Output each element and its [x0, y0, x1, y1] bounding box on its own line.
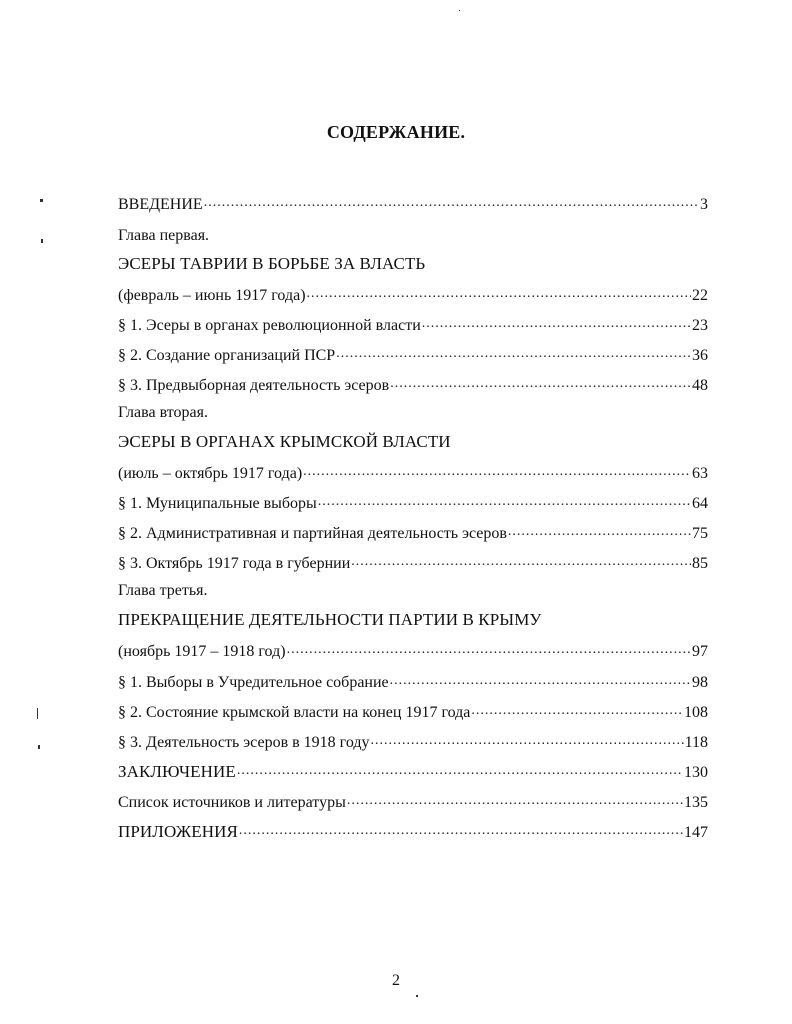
toc-entry	[118, 552, 708, 574]
dot-leader	[390, 374, 691, 390]
scan-speck	[459, 10, 460, 11]
toc-entry-label: Список источников и литературы	[118, 794, 346, 811]
toc-entry-label: Глава вторая.	[118, 404, 208, 421]
toc-entry-label: § 2. Административная и партийная деятельность эсеров	[118, 525, 507, 542]
toc-entry-label: Глава первая.	[118, 227, 210, 244]
toc-entry	[118, 492, 708, 514]
dot-leader	[508, 522, 691, 538]
toc-entry-label: ЗАКЛЮЧЕНИЕ	[118, 762, 236, 781]
scan-speck	[416, 995, 418, 997]
toc-entry	[118, 640, 708, 662]
toc-entry	[118, 701, 708, 723]
toc-entry-page: 98	[692, 674, 708, 691]
toc-chapter-label	[118, 404, 708, 426]
dot-leader	[471, 701, 683, 717]
toc-entry	[118, 671, 708, 693]
toc-entry-label: § 3. Предвыборная деятельность эсеров	[118, 377, 390, 394]
toc-entry-page: 75	[692, 525, 708, 542]
toc-entry	[118, 731, 708, 753]
page-title: СОДЕРЖАНИЕ.	[326, 122, 466, 142]
toc-entry-label: (февраль – июнь 1917 года)	[118, 287, 306, 304]
toc-chapter-title	[118, 254, 708, 276]
toc-entry-page: 108	[684, 704, 708, 721]
toc-entry	[118, 344, 708, 366]
toc-entry-page: 36	[692, 347, 708, 364]
scan-speck	[41, 239, 43, 243]
toc-entry-label: § 1. Выборы в Учредительное собрание	[118, 674, 389, 691]
toc-entry-page: 147	[684, 824, 708, 841]
toc-entry-sources	[118, 791, 708, 813]
toc-entry-page: 64	[692, 495, 708, 512]
toc-entry-page: 3	[700, 196, 708, 213]
toc-entry	[118, 284, 708, 306]
toc-entry	[118, 314, 708, 336]
toc-entry-label: ЭСЕРЫ ТАВРИИ В БОРЬБЕ ЗА ВЛАСТЬ	[118, 254, 426, 273]
toc-entry-label: ПРЕКРАЩЕНИЕ ДЕЯТЕЛЬНОСТИ ПАРТИИ В КРЫМУ	[118, 610, 542, 629]
toc-entry-label: ЭСЕРЫ В ОРГАНАХ КРЫМСКОЙ ВЛАСТИ	[118, 432, 451, 451]
toc-entry-label: § 3. Деятельность эсеров в 1918 году	[118, 734, 370, 751]
toc-entry-label: § 3. Октябрь 1917 года в губернии	[118, 555, 351, 572]
toc-entry	[118, 462, 708, 484]
toc-chapter-title	[118, 610, 708, 632]
toc-entry-appendices	[118, 821, 708, 843]
toc-entry-page: 63	[692, 465, 708, 482]
toc-entry-label: § 1. Эсеры в органах революционной власти	[118, 317, 421, 334]
toc-entry-page: 97	[692, 643, 708, 660]
toc-entry-label: § 1. Муниципальные выборы	[118, 495, 317, 512]
dot-leader	[307, 284, 691, 300]
scan-speck	[40, 199, 43, 202]
toc-entry-page: 23	[692, 317, 708, 334]
toc-entry-page: 135	[684, 794, 708, 811]
toc-entry-label: ПРИЛОЖЕНИЯ	[118, 822, 238, 841]
toc-entry-conclusion	[118, 761, 708, 783]
toc-entry-label: ВВЕДЕНИЕ	[118, 196, 203, 213]
toc-entry-label: (ноябрь 1917 – 1918 год)	[118, 643, 286, 660]
toc-entry-page: 85	[692, 555, 708, 572]
dot-leader	[239, 821, 683, 837]
toc-entry-label: Глава третья.	[118, 582, 208, 599]
dot-leader	[318, 492, 691, 508]
toc-entry-label: (июль – октябрь 1917 года)	[118, 465, 303, 482]
toc-entry-label: § 2. Создание организаций ПСР	[118, 347, 336, 364]
dot-leader	[303, 462, 691, 478]
toc-entry-label: § 2. Состояние крымской власти на конец 1917 года	[118, 704, 471, 721]
toc-entry-page: 48	[692, 377, 708, 394]
toc-chapter-title	[118, 432, 708, 454]
toc-entry-page: 118	[684, 734, 708, 751]
dot-leader	[287, 640, 691, 656]
dot-leader	[237, 761, 683, 777]
toc-entry	[118, 374, 708, 396]
dot-leader	[351, 552, 691, 568]
scan-speck	[37, 708, 38, 719]
dot-leader	[371, 731, 684, 747]
dot-leader	[204, 193, 699, 209]
toc-entry-page: 130	[684, 764, 708, 781]
toc-chapter-label	[118, 582, 708, 604]
scan-speck	[38, 745, 40, 749]
dot-leader	[390, 671, 691, 687]
dot-leader	[336, 344, 691, 360]
toc-entry-page: 22	[692, 287, 708, 304]
toc-chapter-label	[118, 227, 708, 249]
toc-entry	[118, 522, 708, 544]
toc-entry-introduction	[118, 193, 708, 215]
page-number: 2	[392, 972, 400, 989]
dot-leader	[347, 791, 683, 807]
dot-leader	[422, 314, 691, 330]
